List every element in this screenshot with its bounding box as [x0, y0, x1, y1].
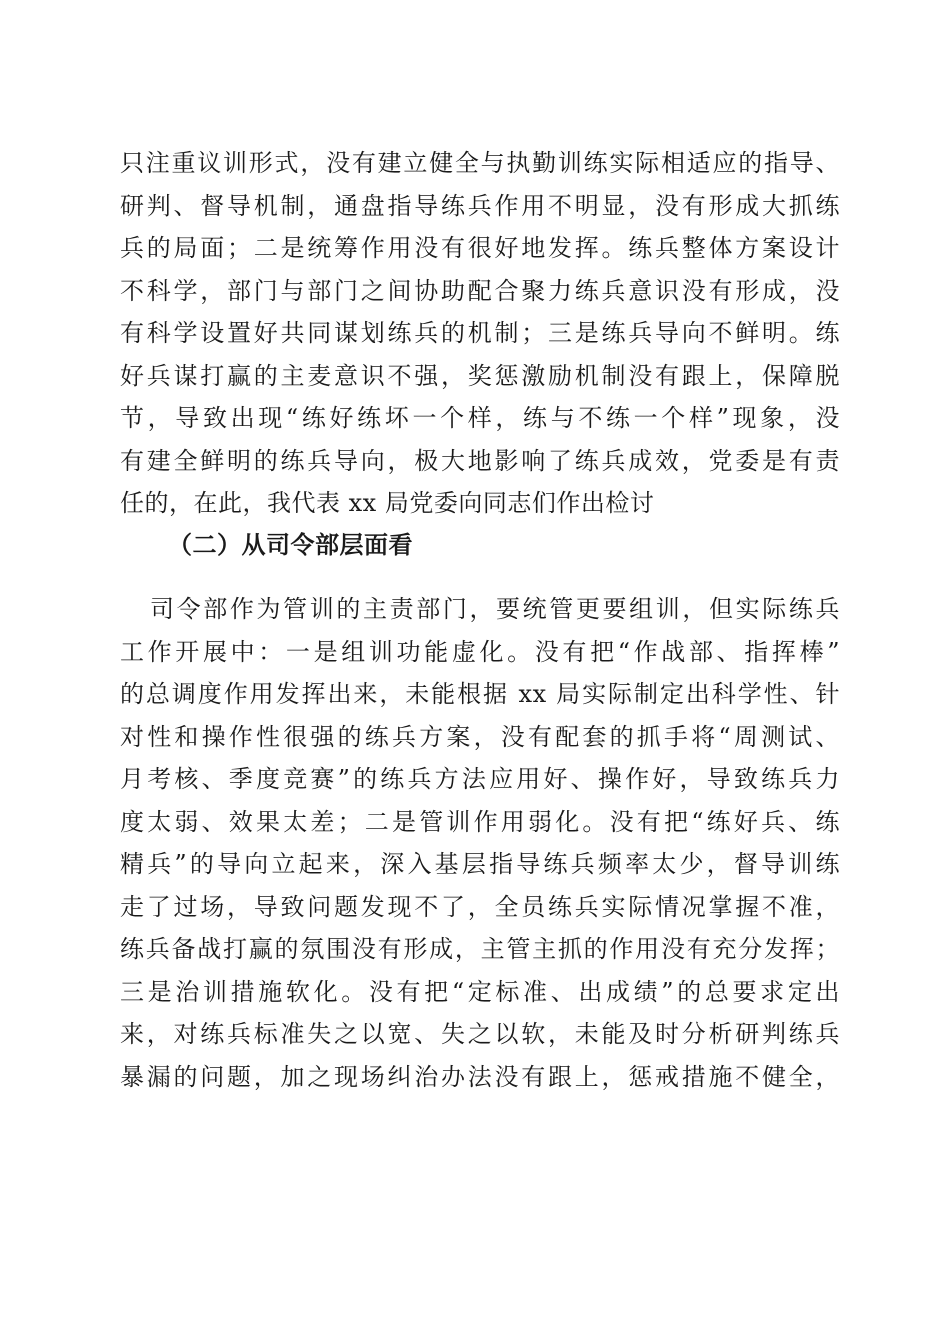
paragraph-line: 对性和操作性很强的练兵方案，没有配套的抓手将“周测试、: [120, 722, 840, 751]
paragraph-line: 工作开展中：一是组训功能虚化。没有把“作战部、指挥棒”: [120, 637, 840, 666]
paragraph-line: 好兵谋打赢的主麦意识不强，奖惩激励机制没有跟上，保障脱: [120, 361, 840, 390]
paragraph-line: 的总调度作用发挥出来，未能根据 xx 局实际制定出科学性、针: [120, 680, 840, 708]
paragraph-line: 不科学，部门与部门之间协助配合聚力练兵意识没有形成，没: [120, 276, 840, 305]
paragraph-line: 有科学设置好共同谋划练兵的机制；三是练兵导向不鲜明。练: [120, 319, 840, 347]
paragraph-line: 来，对练兵标准失之以宽、失之以软，未能及时分析研判练兵: [120, 1020, 840, 1048]
paragraph-line: 司令部作为管训的主责部门，要统管更要组训，但实际练兵: [150, 595, 840, 623]
paragraph-line: 精兵”的导向立起来，深入基层指导练兵频率太少，督导训练: [120, 850, 840, 878]
paragraph-line: 练兵备战打赢的氛围没有形成，主管主抓的作用没有充分发挥；: [120, 935, 840, 963]
paragraph-line: 节，导致出现“练好练坏一个样，练与不练一个样”现象，没: [120, 404, 840, 432]
paragraph-line: 月考核、季度竞赛”的练兵方法应用好、操作好，导致练兵力: [120, 765, 840, 793]
paragraph-line: 三是治训措施软化。没有把“定标准、出成绩”的总要求定出: [120, 977, 840, 1006]
paragraph-line: 有建全鲜明的练兵导向，极大地影响了练兵成效，党委是有责: [120, 446, 840, 475]
paragraph-two: [120, 588, 840, 1098]
paragraph-line: 走了过场，导致问题发现不了，全员练兵实际情况掌握不准，: [120, 892, 840, 921]
paragraph-line: 度太弱、效果太差；二是管训作用弱化。没有把“练好兵、练: [120, 807, 840, 836]
paragraph-one: [120, 142, 840, 525]
paragraph-line: 只注重议训形式，没有建立健全与执勤训练实际相适应的指导、: [120, 149, 840, 177]
paragraph-line: 兵的局面；二是统筹作用没有很好地发挥。练兵整体方案设计: [120, 234, 840, 262]
section-heading-text: （二）从司令部层面看: [168, 530, 413, 559]
paragraph-line: 任的，在此，我代表 xx 局党委向同志们作出检讨: [120, 489, 655, 517]
paragraph-line: 研判、督导机制，通盘指导练兵作用不明显，没有形成大抓练: [120, 191, 840, 220]
paragraph-line: 暴漏的问题，加之现场纠治办法没有跟上，惩戒措施不健全，: [120, 1062, 840, 1091]
section-heading: [120, 524, 840, 567]
